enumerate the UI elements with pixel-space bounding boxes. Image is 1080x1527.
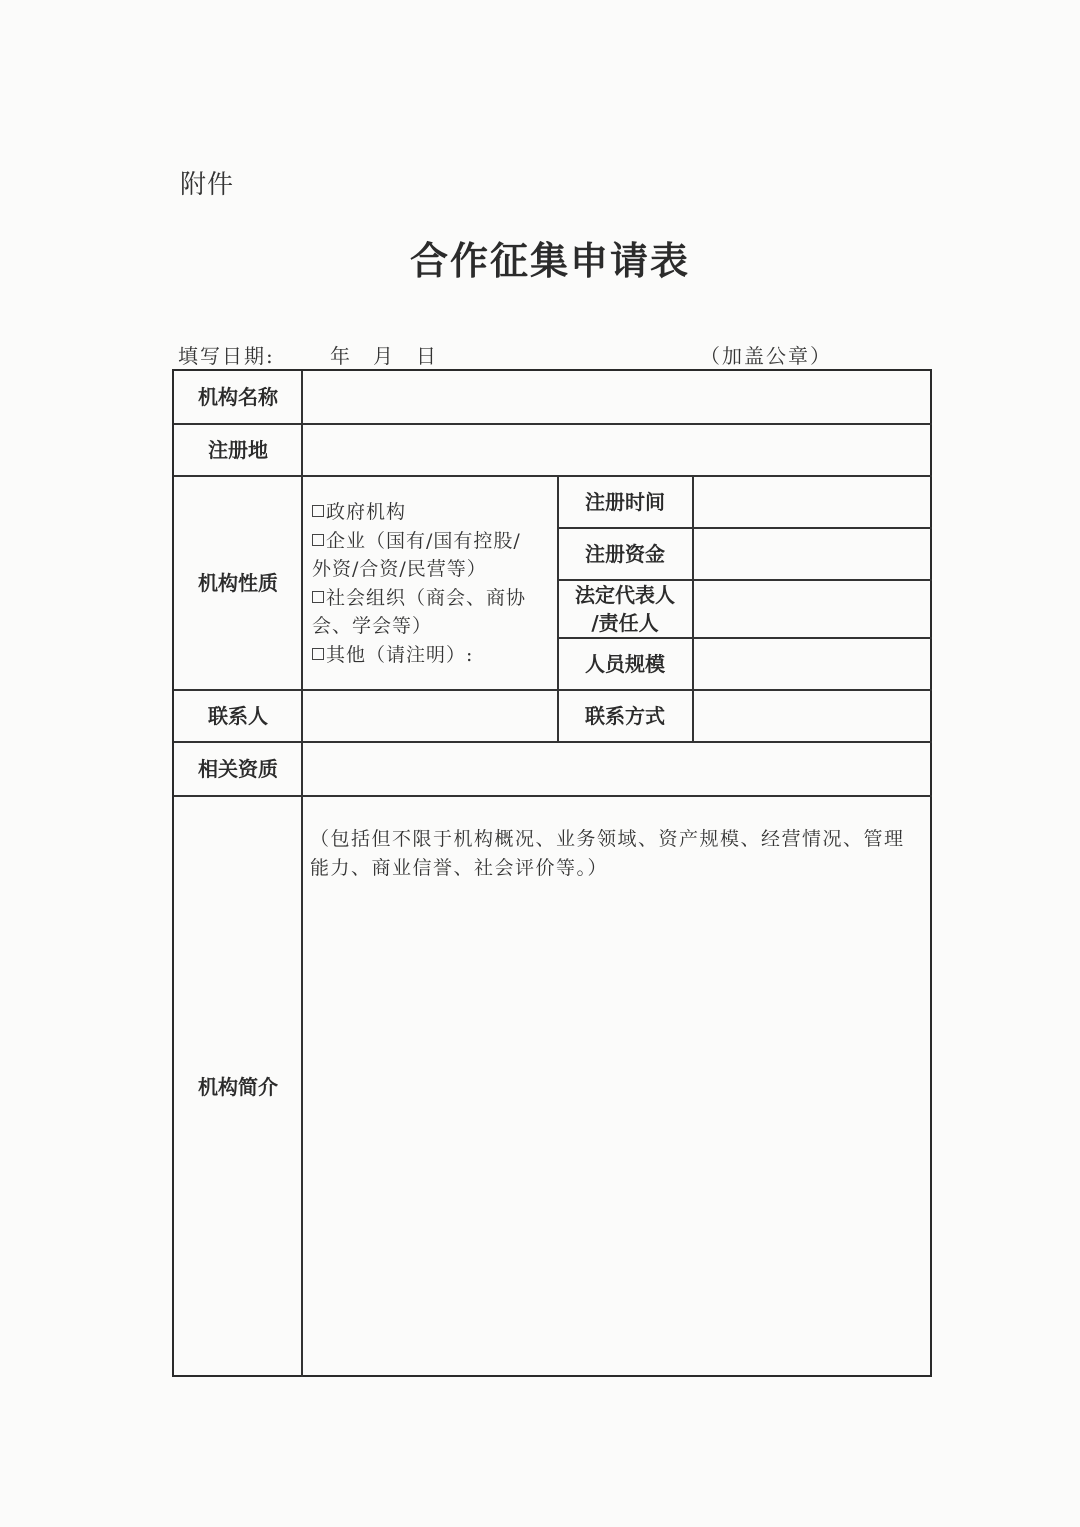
qualification-field[interactable]: [303, 742, 932, 795]
nature-option-social-org[interactable]: 社会组织（商会、商协: [312, 584, 548, 613]
nature-option-enterprise[interactable]: 企业（国有/国有控股/: [312, 527, 548, 556]
org-nature-label: 机构性质: [198, 570, 278, 595]
reg-capital-field[interactable]: [694, 528, 932, 579]
nature-option-social-org-cont: 会、学会等）: [312, 615, 433, 637]
org-name-field[interactable]: [303, 371, 932, 423]
month-label: 月: [373, 344, 393, 368]
legal-rep-field[interactable]: [694, 580, 932, 637]
checkbox-icon[interactable]: [312, 648, 324, 660]
legal-rep-label: 法定代表人 /责任人: [575, 582, 675, 635]
qualification-label: 相关资质: [198, 756, 278, 781]
intro-label: 机构简介: [198, 1074, 278, 1099]
reg-time-field[interactable]: [694, 476, 932, 527]
application-form-table: [172, 369, 932, 1377]
nature-option-government[interactable]: 政府机构: [312, 498, 548, 527]
seal-note: （加盖公章）: [700, 344, 832, 368]
reg-time-label: 注册时间: [585, 489, 665, 514]
contact-method-label: 联系方式: [585, 703, 665, 728]
checkbox-icon[interactable]: [312, 591, 324, 603]
page-title: 合作征集申请表: [409, 239, 690, 283]
checkbox-icon[interactable]: [312, 534, 324, 546]
reg-capital-label: 注册资金: [585, 541, 665, 566]
intro-field[interactable]: [303, 796, 932, 1377]
org-nature-options: [312, 498, 548, 669]
contact-person-field[interactable]: [303, 690, 557, 741]
contact-method-field[interactable]: [694, 690, 932, 741]
fill-date-label: 填写日期:: [178, 344, 275, 368]
nature-option-other[interactable]: 其他（请注明）:: [312, 641, 548, 670]
day-label: 日: [416, 344, 436, 368]
staff-size-label: 人员规模: [585, 651, 665, 676]
intro-hint: （包括但不限于机构概况、业务领域、资产规模、经营情况、管理能力、商业信誉、社会评价等。）: [310, 828, 905, 879]
contact-person-label: 联系人: [208, 703, 268, 728]
reg-place-field[interactable]: [303, 424, 932, 475]
nature-option-enterprise-cont: 外资/合资/民营等）: [312, 558, 487, 580]
reg-place-label: 注册地: [208, 437, 268, 462]
attachment-label: 附件: [180, 170, 235, 200]
checkbox-icon[interactable]: [312, 505, 324, 517]
org-name-label: 机构名称: [198, 385, 278, 409]
year-label: 年: [330, 344, 350, 368]
staff-size-field[interactable]: [694, 638, 932, 689]
